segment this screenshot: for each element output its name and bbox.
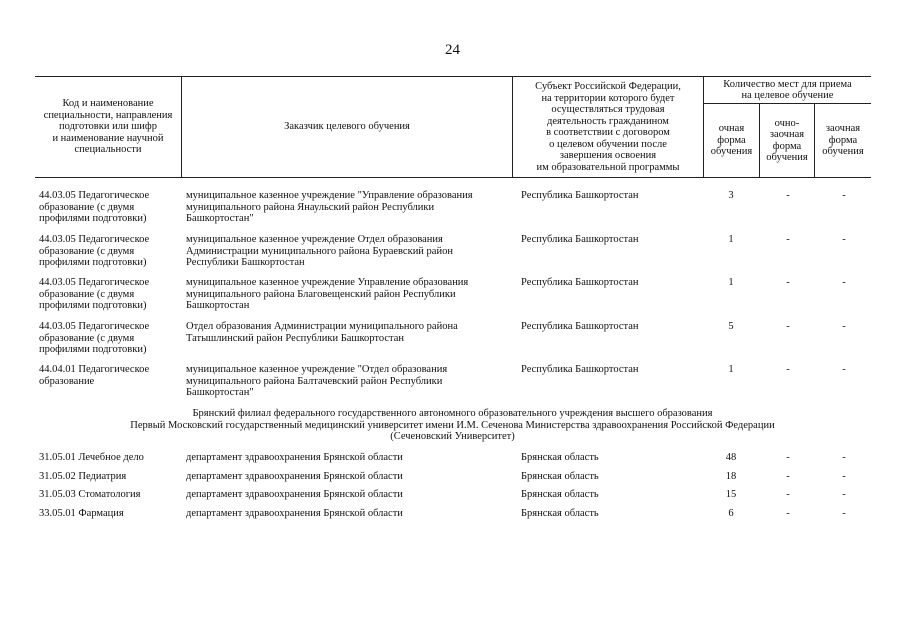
row-extramural-count: - bbox=[842, 321, 846, 332]
row-full-count: 1 bbox=[728, 364, 734, 375]
row-code: 44.03.05 Педагогическое образование (с двумя профилями подготовки) bbox=[39, 190, 150, 224]
row-customer: муниципальное казенное учреждение "Отдел образования муниципального района Балтачевский район Республики Башкортостан" bbox=[186, 364, 448, 398]
row-customer: муниципальное казенное учреждение Управление образования муниципального района Благовещенский район Республики Башкортостан bbox=[186, 277, 469, 311]
row-full-count: 48 bbox=[725, 452, 737, 463]
row-code: 44.03.05 Педагогическое образование (с двумя профилями подготовки) bbox=[39, 277, 150, 311]
header-form-full: очная форма обучения bbox=[710, 123, 753, 158]
section-title: Брянский филиал федерального государственного автономного образовательного учреждения высшего образования Первый Московский государственный медицинский университет имени И.М. Сеченова Министерства здравоохранения Российской Федерации (Сеченовский Университет) bbox=[130, 408, 775, 442]
row-extramural-count: - bbox=[842, 234, 846, 245]
row-subject: Брянская область bbox=[521, 489, 599, 500]
row-subject: Брянская область bbox=[521, 471, 599, 482]
row-full-count: 1 bbox=[728, 234, 734, 245]
row-customer: департамент здравоохранения Брянской области bbox=[186, 452, 403, 463]
header-form-mixed: очно- заочная форма обучения bbox=[766, 117, 808, 163]
header-subject: Субъект Российской Федерации, на территории которого будет осуществляться трудовая деятельность гражданином в соответствии с договором о целевом обучении после завершения освоения им образовательной программы bbox=[535, 81, 681, 173]
table-header bbox=[35, 76, 871, 178]
row-full-count: 15 bbox=[725, 489, 737, 500]
row-code: 31.05.03 Стоматология bbox=[39, 489, 141, 500]
row-code: 31.05.02 Педиатрия bbox=[39, 471, 127, 482]
header-code: Код и наименование специальности, направления подготовки или шифр и наименование научной специальности bbox=[43, 98, 173, 156]
row-extramural-count: - bbox=[842, 190, 846, 201]
row-full-count: 3 bbox=[728, 190, 734, 201]
row-mixed-count: - bbox=[786, 321, 790, 332]
row-full-count: 5 bbox=[728, 321, 734, 332]
row-subject: Республика Башкортостан bbox=[521, 321, 639, 332]
row-mixed-count: - bbox=[786, 471, 790, 482]
row-mixed-count: - bbox=[786, 364, 790, 375]
row-mixed-count: - bbox=[786, 234, 790, 245]
row-mixed-count: - bbox=[786, 489, 790, 500]
row-extramural-count: - bbox=[842, 471, 846, 482]
row-mixed-count: - bbox=[786, 452, 790, 463]
row-code: 44.03.05 Педагогическое образование (с двумя профилями подготовки) bbox=[39, 321, 150, 355]
row-subject: Республика Башкортостан bbox=[521, 190, 639, 201]
row-code: 31.05.01 Лечебное дело bbox=[39, 452, 144, 463]
row-subject: Республика Башкортостан bbox=[521, 364, 639, 375]
row-extramural-count: - bbox=[842, 364, 846, 375]
row-customer: Отдел образования Администрации муниципального района Татышлинский район Республики Башкортостан bbox=[186, 321, 458, 344]
row-customer: муниципальное казенное учреждение "Управление образования муниципального района Янаульский район Республики Башкортостан" bbox=[186, 190, 473, 224]
row-subject: Республика Башкортостан bbox=[521, 234, 639, 245]
row-full-count: 18 bbox=[725, 471, 737, 482]
row-customer: департамент здравоохранения Брянской области bbox=[186, 489, 403, 500]
header-places: Количество мест для приема на целевое обучение bbox=[723, 78, 852, 101]
header-customer: Заказчик целевого обучения bbox=[284, 121, 410, 133]
row-full-count: 1 bbox=[728, 277, 734, 288]
row-extramural-count: - bbox=[842, 489, 846, 500]
row-subject: Республика Башкортостан bbox=[521, 277, 639, 288]
row-code: 44.04.01 Педагогическое образование bbox=[39, 364, 150, 387]
row-mixed-count: - bbox=[786, 190, 790, 201]
row-mixed-count: - bbox=[786, 508, 790, 519]
row-customer: муниципальное казенное учреждение Отдел образования Администрации муниципального района Бураевский район Республики Башкортостан bbox=[186, 234, 453, 268]
row-customer: департамент здравоохранения Брянской области bbox=[186, 471, 403, 482]
page-number: 24 bbox=[445, 42, 460, 58]
row-subject: Брянская область bbox=[521, 452, 599, 463]
row-mixed-count: - bbox=[786, 277, 790, 288]
row-customer: департамент здравоохранения Брянской области bbox=[186, 508, 403, 519]
row-code: 33.05.01 Фармация bbox=[39, 508, 124, 519]
row-extramural-count: - bbox=[842, 277, 846, 288]
row-extramural-count: - bbox=[842, 508, 846, 519]
row-extramural-count: - bbox=[842, 452, 846, 463]
row-code: 44.03.05 Педагогическое образование (с двумя профилями подготовки) bbox=[39, 234, 150, 268]
header-form-extramural: заочная форма обучения bbox=[822, 123, 864, 158]
row-full-count: 6 bbox=[728, 508, 734, 519]
row-subject: Брянская область bbox=[521, 508, 599, 519]
